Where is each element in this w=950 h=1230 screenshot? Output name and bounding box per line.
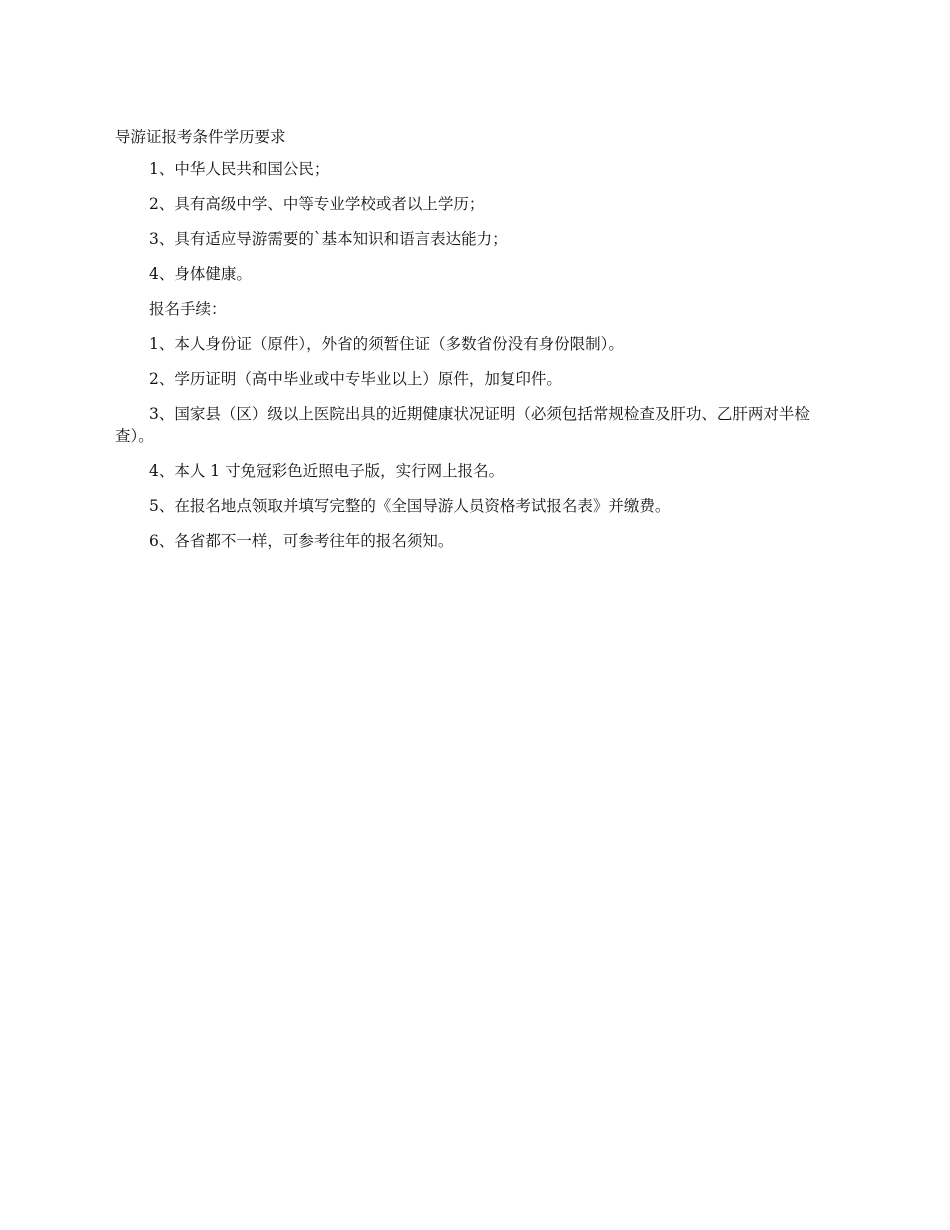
paragraph-requirement-4: 4、身体健康。: [149, 265, 252, 283]
paragraph-requirement-1: 1、中华人民共和国公民；: [149, 160, 330, 178]
paragraph-procedure-3: 3、国家县（区）级以上医院出具的近期健康状况证明（必须包括常规检查及肝功、乙肝两对半检查）。: [115, 405, 810, 445]
paragraph-requirement-3: 3、具有适应导游需要的`基本知识和语言表达能力；: [149, 230, 508, 248]
document-title: 导游证报考条件学历要求: [115, 128, 286, 146]
paragraph-procedure-4: 4、本人 1 寸免冠彩色近照电子版，实行网上报名。: [149, 462, 505, 480]
section-heading-registration: 报名手续：: [149, 300, 227, 318]
paragraph-requirement-2: 2、具有高级中学、中等专业学校或者以上学历；: [149, 195, 485, 213]
paragraph-procedure-5: 5、在报名地点领取并填写完整的《全国导游人员资格考试报名表》并缴费。: [149, 497, 671, 515]
paragraph-procedure-2: 2、学历证明（高中毕业或中专毕业以上）原件，加复印件。: [149, 370, 562, 388]
paragraph-procedure-6: 6、各省都不一样，可参考往年的报名须知。: [149, 532, 454, 550]
paragraph-procedure-1: 1、本人身份证（原件），外省的须暂住证（多数省份没有身份限制）。: [149, 335, 624, 353]
document-page: [115, 126, 835, 565]
